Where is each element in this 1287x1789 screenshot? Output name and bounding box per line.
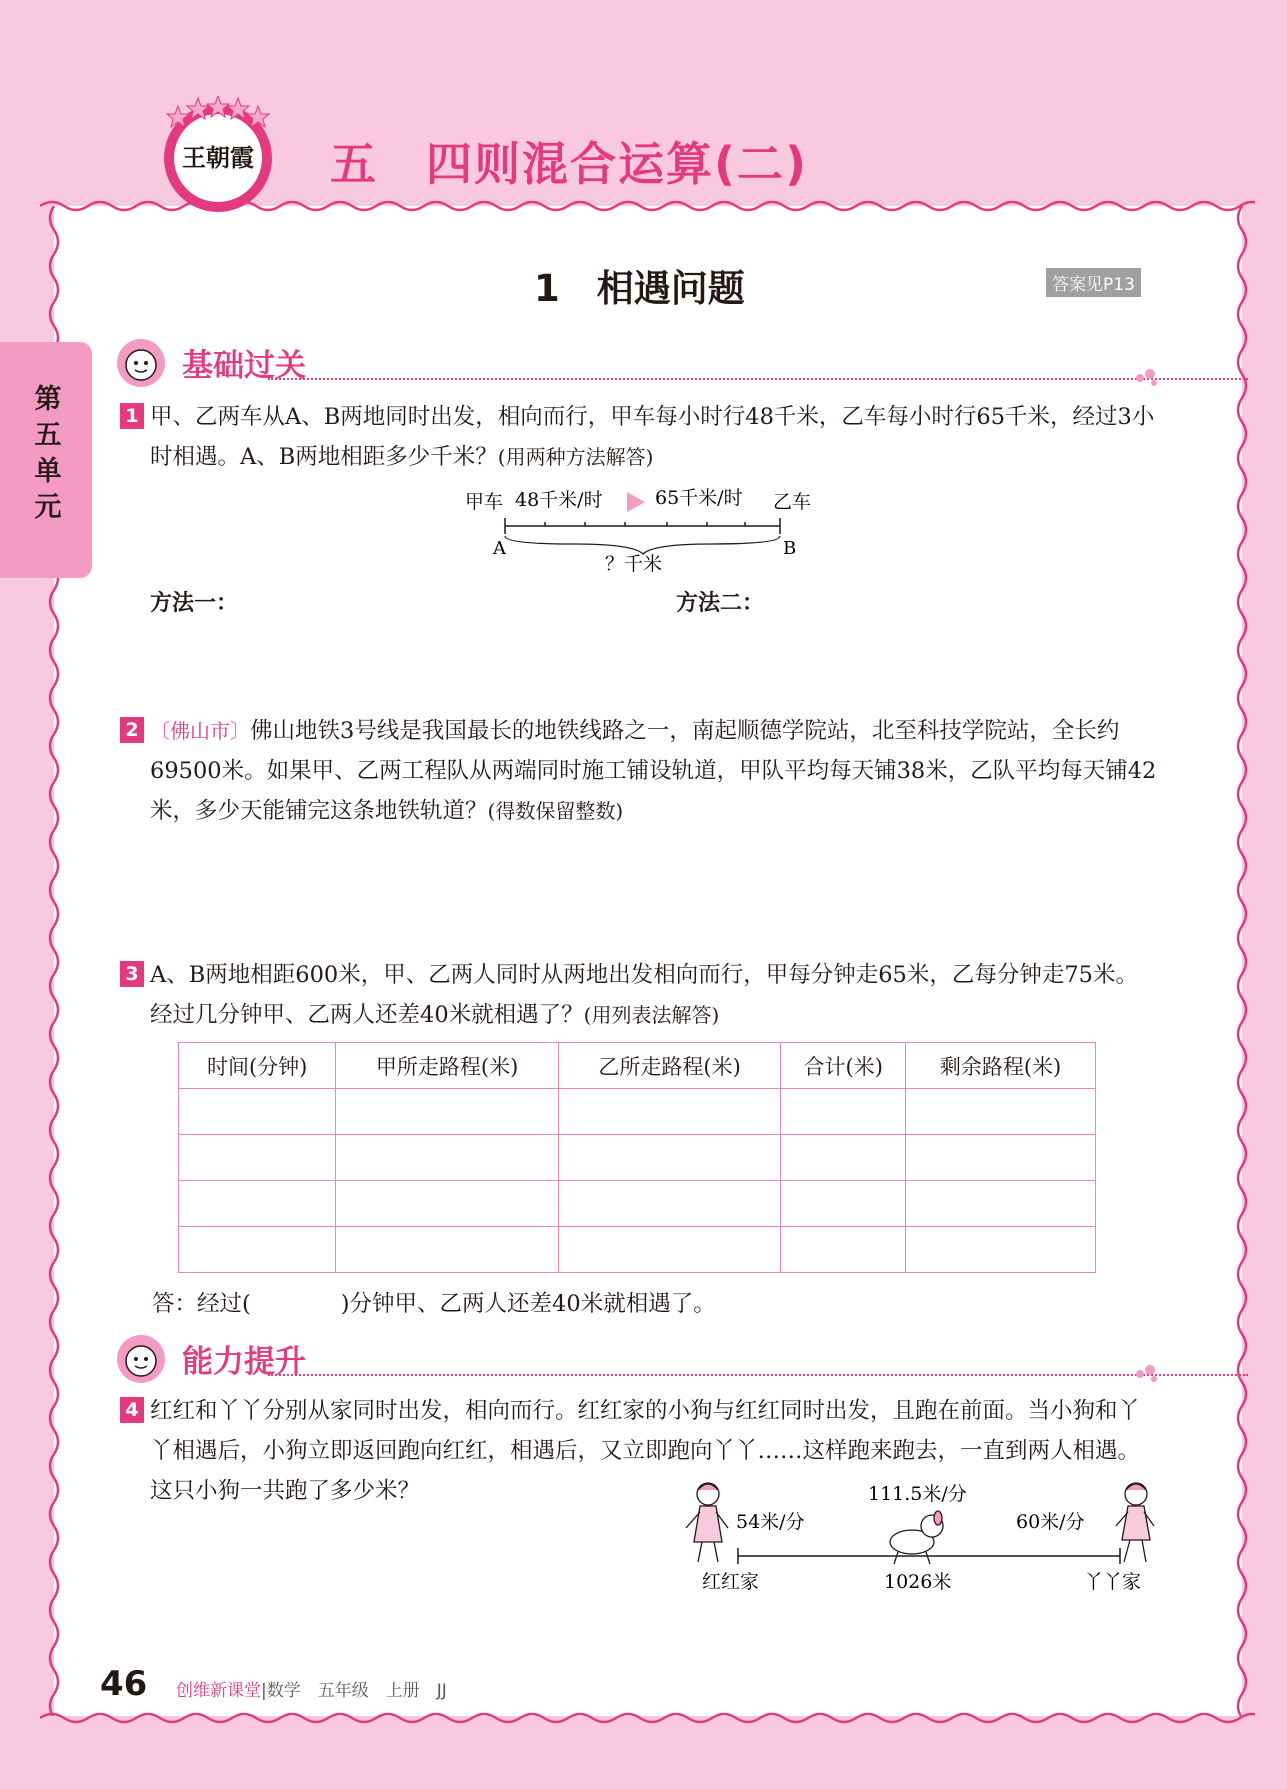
side-tab: [0, 342, 92, 578]
table-cell[interactable]: [336, 1089, 559, 1135]
label-dog-speed: 111.5米/分: [868, 1483, 967, 1505]
footer-book-info: 数学 五年级 上册 JJ: [266, 1681, 447, 1701]
method-one-label: 方法一：: [150, 591, 239, 616]
label-point-a: A: [493, 538, 506, 559]
section-character-icon: [116, 1334, 166, 1384]
table-cell[interactable]: [781, 1135, 906, 1181]
table-cell[interactable]: [558, 1181, 781, 1227]
table-cell[interactable]: [906, 1135, 1096, 1181]
table-cell[interactable]: [179, 1089, 336, 1135]
table-cell[interactable]: [906, 1089, 1096, 1135]
section-character-icon: [116, 338, 166, 388]
lesson-title: 1 相遇问题: [534, 267, 745, 310]
side-tab-label: 第五单元: [34, 384, 62, 523]
label-left-car: 甲车: [465, 491, 504, 513]
table-cell[interactable]: [179, 1181, 336, 1227]
question-1: [125, 397, 1160, 477]
table-cell[interactable]: [336, 1181, 559, 1227]
q3-answer-table: [178, 1042, 1096, 1273]
decorative-dots: [1132, 1362, 1172, 1382]
footer-divider: |: [261, 1681, 267, 1701]
section-title: 基础过关: [182, 348, 306, 384]
meeting-flag-icon: [627, 492, 645, 512]
question-note: (用列表法解答): [583, 1003, 720, 1027]
q1-line-diagram: [455, 478, 835, 578]
section-dotted-line: [268, 1374, 1248, 1376]
answer-suffix: )分钟甲、乙两人还差40米就相遇了。: [340, 1291, 716, 1317]
table-cell[interactable]: [558, 1227, 781, 1273]
section-header-advanced: [116, 1334, 1166, 1384]
label-distance: 1026米: [884, 1571, 952, 1593]
table-cell[interactable]: [781, 1089, 906, 1135]
table-cell[interactable]: [179, 1135, 336, 1181]
table-header-cell: 乙所走路程(米): [558, 1043, 781, 1089]
table-cell[interactable]: [906, 1181, 1096, 1227]
question-note: (得数保留整数): [487, 799, 624, 823]
label-right-speed: 60米/分: [1016, 1511, 1085, 1533]
table-header-cell: 甲所走路程(米): [336, 1043, 559, 1089]
table-cell[interactable]: [558, 1135, 781, 1181]
table-cell[interactable]: [179, 1227, 336, 1273]
question-text: A、B两地相距600米，甲、乙两人同时从两地出发相向而行，甲每分钟走65米，乙每分钟走75米。经过几分钟甲、乙两人还差40米就相遇了？: [150, 962, 1138, 1028]
section-header-basic: [116, 338, 1166, 388]
label-distance: ？千米: [605, 553, 663, 575]
page-number: 46: [100, 1664, 148, 1704]
table-cell[interactable]: [906, 1227, 1096, 1273]
footer-brand: 创维新课堂: [176, 1681, 261, 1701]
question-2: [125, 711, 1160, 831]
unit-title: 五 四则混合运算(二): [330, 137, 809, 191]
table-row: [179, 1089, 1096, 1135]
brand-logo-seal: [158, 96, 278, 216]
label-left-home: 红红家: [702, 1571, 760, 1593]
table-header-cell: 时间(分钟): [179, 1043, 336, 1089]
question-text: 佛山地铁3号线是我国最长的地铁线路之一，南起顺德学院站，北至科技学院站，全长约69500米。如果甲、乙两工程队从两端同时施工铺设轨道，甲队平均每天铺38米，乙队平均每天铺42米，多少天能铺完这条地铁轨道？: [150, 718, 1157, 824]
table-row: [179, 1181, 1096, 1227]
footer-text: [176, 1676, 447, 1701]
label-right-car: 乙车: [773, 491, 812, 513]
question-text: 红红和丫丫分别从家同时出发，相向而行。红红家的小狗与红红同时出发，且跑在前面。当小狗和丫丫相遇后，小狗立即返回跑向红红，相遇后，又立即跑向丫丫……这样跑来跑去，一直到两人相遇。这只小狗一共跑了多少米？: [150, 1398, 1141, 1504]
label-right-home: 丫丫家: [1084, 1571, 1142, 1593]
answer-prefix: 答：经过(: [152, 1291, 251, 1317]
table-cell[interactable]: [558, 1089, 781, 1135]
question-text: 甲、乙两车从A、B两地同时出发，相向而行，甲车每小时行48千米，乙车每小时行65千米，经过3小时相遇。A、B两地相距多少千米？: [150, 404, 1155, 470]
question-note: (用两种方法解答): [497, 445, 654, 469]
label-point-b: B: [783, 538, 797, 559]
table-header-cell: 剩余路程(米): [906, 1043, 1096, 1089]
table-row: [179, 1135, 1096, 1181]
wavy-border-right: [1228, 206, 1256, 1716]
question-number: 2: [120, 717, 144, 743]
question-3: [125, 955, 1160, 1035]
table-cell[interactable]: [781, 1227, 906, 1273]
question-number: 1: [120, 403, 144, 429]
q3-answer-sentence: [152, 1286, 716, 1318]
segment-line: [505, 518, 780, 534]
brace: [505, 536, 780, 554]
wavy-border-bottom: [40, 1704, 1255, 1732]
label-left-speed: 54米/分: [736, 1511, 805, 1533]
table-header-cell: 合计(米): [781, 1043, 906, 1089]
section-dotted-line: [268, 378, 1248, 380]
label-right-speed: 65千米/时: [655, 487, 743, 509]
label-left-speed: 48千米/时: [515, 489, 603, 511]
q4-line-diagram: [680, 1476, 1160, 1594]
section-title: 能力提升: [182, 1344, 306, 1380]
table-row: [179, 1227, 1096, 1273]
table-cell[interactable]: [781, 1181, 906, 1227]
question-number: 4: [120, 1397, 144, 1423]
girl-hong-icon: [686, 1483, 728, 1562]
table-cell[interactable]: [336, 1227, 559, 1273]
table-header-row: [179, 1043, 1096, 1089]
question-number: 3: [120, 961, 144, 987]
question-city-tag: 〔佛山市〕: [150, 719, 250, 743]
girl-yaya-icon: [1116, 1483, 1154, 1562]
table-cell[interactable]: [336, 1135, 559, 1181]
decorative-dots: [1132, 366, 1172, 386]
method-two-label: 方法二：: [676, 591, 765, 616]
logo-text: 王朝霞: [182, 143, 254, 172]
answer-reference-badge: 答案见P13: [1046, 268, 1141, 297]
